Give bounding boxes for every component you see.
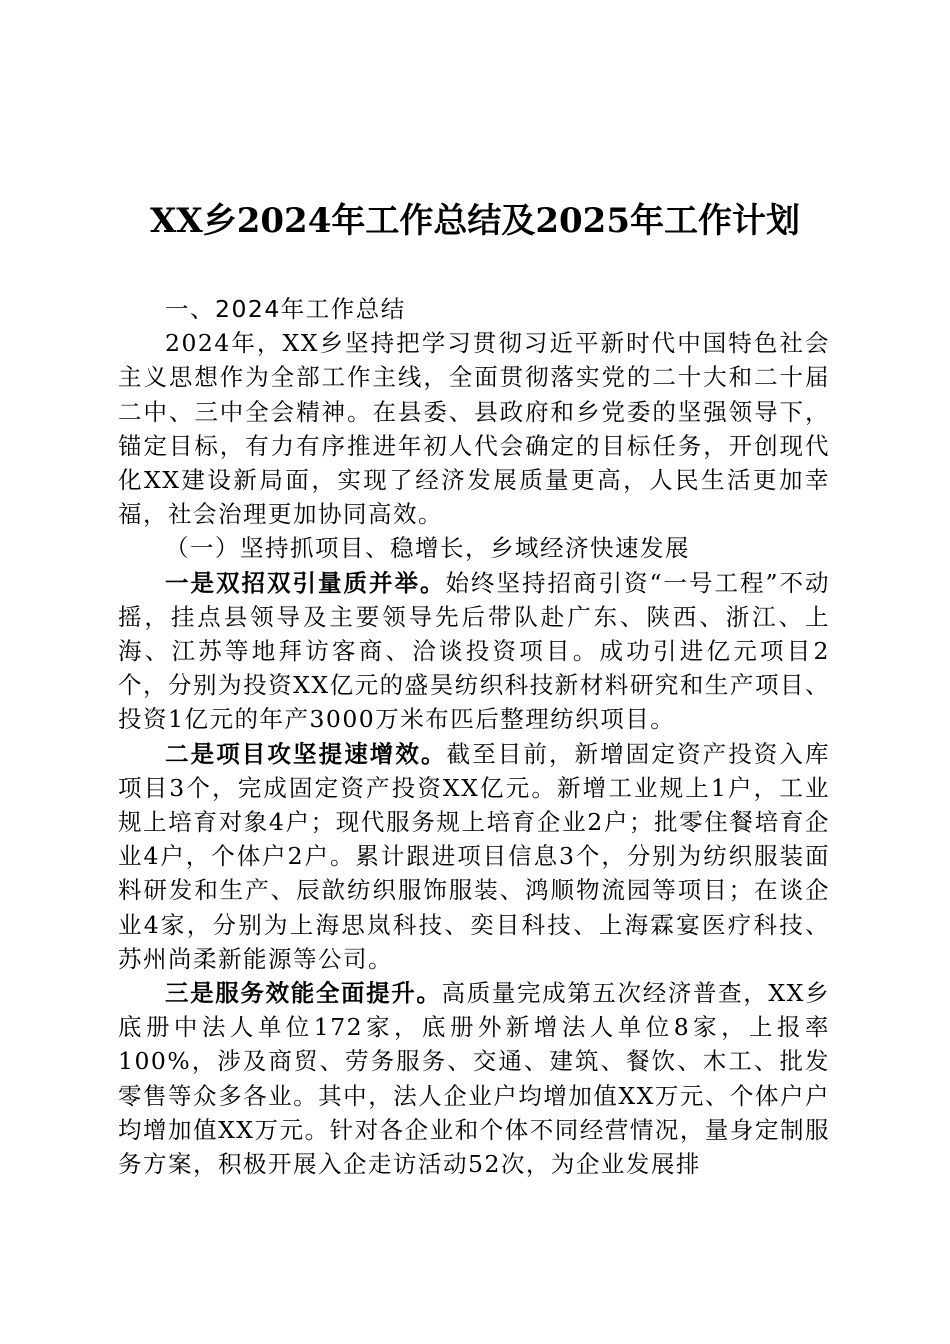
paragraph-project-acceleration — [118, 737, 830, 976]
section-heading-work-summary: 一、2024年工作总结 — [165, 295, 406, 323]
paragraph-text: 高质量完成第五次经济普查，XX乡底册中法人单位172家，底册外新增法人单位8家，上报率100%，涉及商贸、劳务服务、交通、建筑、餐饮、木工、批发零售等众多各业。其中，法人企业户均增加值XX万元、个体户户均增加值XX万元。针对各企业和个体不同经营情况，量身定制服务方案，积极开展入企走访活动52次，为企业发展排 — [118, 979, 830, 1179]
intro-paragraph: 2024年，XX乡坚持把学习贯彻习近平新时代中国特色社会主义思想作为全部工作主线，全面贯彻落实党的二十大和二十届二中、三中全会精神。在县委、县政府和乡党委的坚强领导下，锚定目标，有力有序推进年初人代会确定的目标任务，开创现代化XX建设新局面，实现了经济发展质量更高，人民生活更加幸福，社会治理更加协同高效。 — [118, 329, 830, 529]
lead-phrase: 二是项目攻坚提速增效。 — [165, 739, 447, 768]
document-title: XX乡2024年工作总结及2025年工作计划 — [149, 201, 801, 241]
paragraph-investment-attraction — [118, 566, 830, 737]
subsection-heading-projects-growth: （一）坚持抓项目、稳增长，乡域经济快速发展 — [165, 534, 690, 563]
paragraph-text: 始终坚持招商引资“一号工程”不动摇，挂点县领导及主要领导先后带队赴广东、陕西、浙江、上海、江苏等地拜访客商、洽谈投资项目。成功引进亿元项目2个，分别为投资XX亿元的盛昊纺织科技新材料研究和生产项目、投资1亿元的年产3000万米布匹后整理纺织项目。 — [118, 568, 831, 734]
paragraph-text: 截至目前，新增固定资产投资入库项目3个，完成固定资产投资XX亿元。新增工业规上1户，工业规上培育对象4户；现代服务规上培育企业2户；批零住餐培育企业4户，个体户2户。累计跟进项目信息3个，分别为纺织服装面料研发和生产、辰歆纺织服饰服装、鸿顺物流园等项目；在谈企业4家，分别为上海思岚科技、奕目科技、上海霖宴医疗科技、苏州尚柔新能源等公司。 — [118, 739, 831, 973]
document-body — [118, 292, 830, 1181]
lead-phrase: 一是双招双引量质并举。 — [165, 568, 446, 597]
lead-phrase: 三是服务效能全面提升。 — [165, 979, 442, 1008]
paragraph-service-efficiency — [118, 976, 830, 1181]
